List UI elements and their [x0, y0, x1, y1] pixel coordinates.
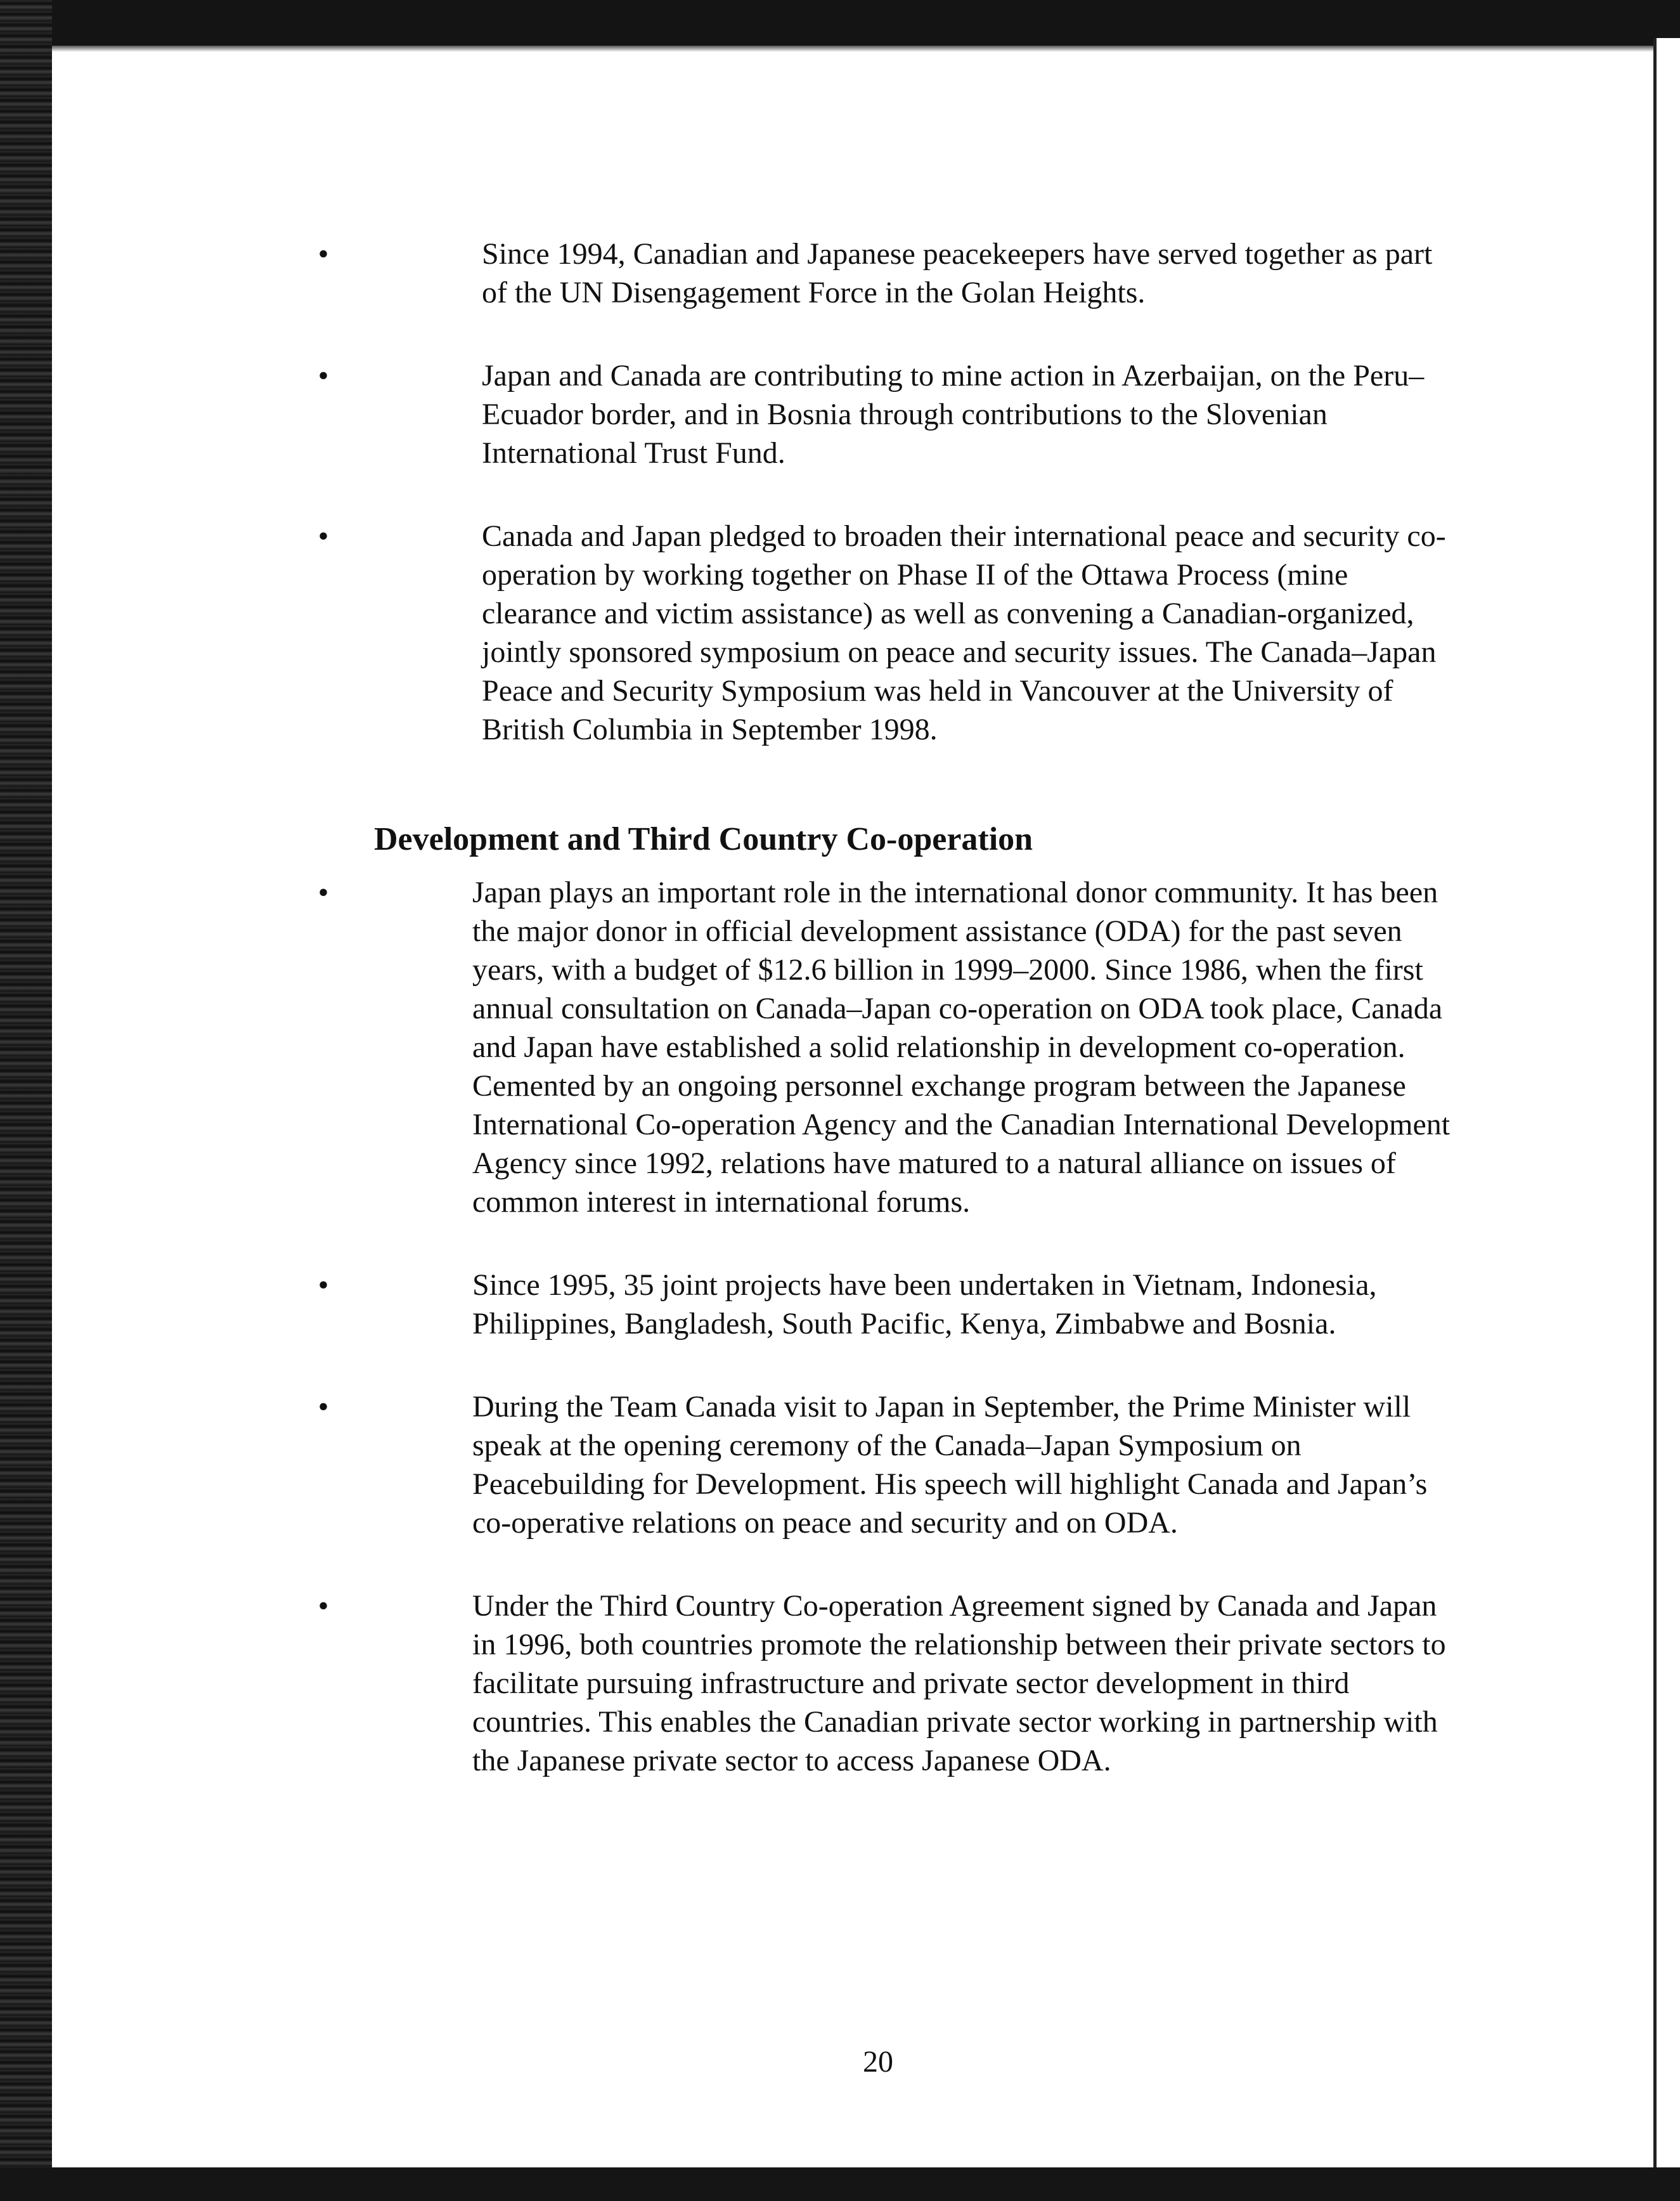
bullet-text: During the Team Canada visit to Japan in September, the Prime Minister will speak at the opening ceremony of the Canada–Japan Symposium on Peacebuilding for Development. His speech will highlight Canada and Japan’s co-operative relations on peace and security and on ODA.	[472, 1390, 1428, 1540]
scan-border-bottom	[0, 2167, 1680, 2201]
bullet-marker: •	[318, 876, 329, 909]
bullet-text: Under the Third Country Co-operation Agreement signed by Canada and Japan in 1996, both countries promote the relationship between their private sectors to facilitate pursuing infrastructure and private sector development in third countries. This enables the Canadian private sector working in partnership with the Japanese private sector to access Japanese ODA.	[472, 1589, 1446, 1777]
bullet-text: Japan and Canada are contributing to mine action in Azerbaijan, on the Peru–Ecuador border, and in Bosnia through contributions to the Slovenian International Trust Fund.	[482, 359, 1425, 470]
bullet-item	[318, 873, 1452, 1221]
bullet-item	[318, 235, 1452, 312]
page-content	[318, 235, 1452, 1824]
bullet-text: Japan plays an important role in the international donor community. It has been the major donor in official development assistance (ODA) for the past seven years, with a budget of $12.6 billion in 1999–2000. Since 1986, when the first annual consultation on Canada–Japan co-operation on ODA took place, Canada and Japan have established a solid relationship in development co-operation. Cemented by an ongoing personnel exchange program between the Japanese International Co-operation Agency and the Canadian International Development Agency since 1992, relations have matured to a natural alliance on issues of common interest in international forums.	[472, 876, 1451, 1219]
bullet-marker: •	[318, 1589, 329, 1623]
bullet-marker: •	[318, 1268, 329, 1302]
section-heading: Development and Third Country Co-operation	[374, 821, 1033, 857]
bullet-item	[318, 517, 1452, 749]
section-body	[318, 873, 1452, 1780]
page-number: 20	[863, 2045, 893, 2079]
scan-shadow-top	[52, 46, 1653, 52]
bullet-text: Since 1995, 35 joint projects have been undertaken in Vietnam, Indonesia, Philippines, Bangladesh, South Pacific, Kenya, Zimbabwe and Bosnia.	[472, 1268, 1377, 1341]
bullet-text: Canada and Japan pledged to broaden their international peace and security co-operation by working together on Phase II of the Ottawa Process (mine clearance and victim assistance) as well as convening a Canadian-organized, jointly sponsored symposium on peace and security issues. The Canada–Japan Peace and Security Symposium was held in Vancouver at the University of British Columbia in September 1998.	[482, 519, 1446, 746]
bullet-marker: •	[318, 359, 329, 393]
scan-border-top	[0, 0, 1680, 46]
bullet-text: Since 1994, Canadian and Japanese peacekeepers have served together as part of the UN Disengagement Force in the Golan Heights.	[482, 237, 1433, 309]
bullet-marker: •	[318, 1390, 329, 1424]
scan-border-right	[1653, 38, 1680, 2181]
bullet-item	[318, 1266, 1452, 1343]
bullet-item	[318, 356, 1452, 472]
bullet-marker: •	[318, 237, 329, 271]
bullet-item	[318, 1587, 1452, 1780]
bullet-marker: •	[318, 519, 329, 553]
scan-border-left	[0, 0, 52, 2201]
bullet-item	[318, 1387, 1452, 1542]
